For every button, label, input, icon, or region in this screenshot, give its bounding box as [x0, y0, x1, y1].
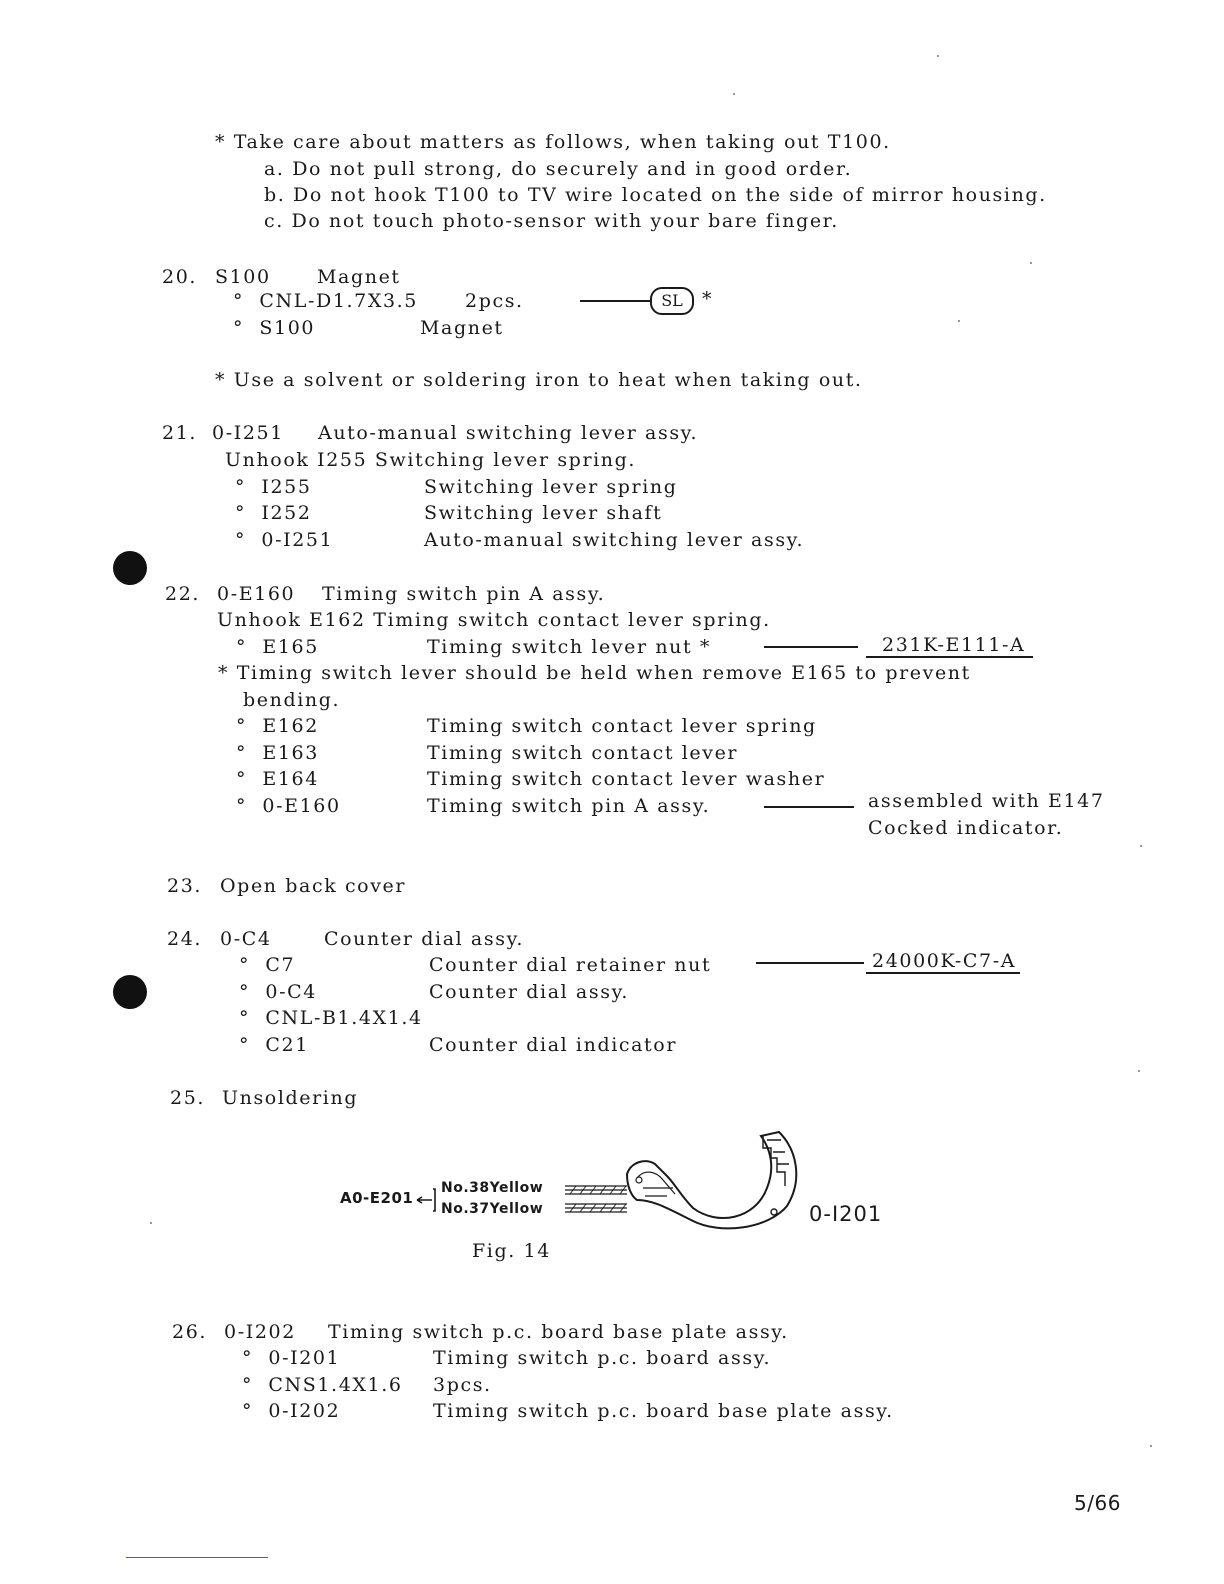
scan-speck — [958, 320, 960, 322]
step-21-number: 21. — [162, 422, 198, 444]
note-t100-item-b: b. Do not hook T100 to TV wire located on the side of mirror housing. — [264, 184, 1047, 206]
step-24-row-1-desc: Counter dial retainer nut — [429, 954, 712, 976]
binder-hole-top — [113, 551, 147, 585]
connector-bracket — [433, 1189, 435, 1211]
step-21-row-3-code: ° 0-I251 — [235, 529, 334, 551]
figure-wire-2-label: No.37Yellow — [441, 1201, 544, 1217]
step-21-row-1-code: ° I255 — [235, 476, 312, 498]
step-24-row-2-desc: Counter dial assy. — [429, 981, 630, 1003]
scan-speck — [150, 1222, 152, 1224]
step-24-row-3-code: ° CNL-B1.4X1.4 — [239, 1007, 423, 1029]
step-22-number: 22. — [165, 583, 201, 605]
figure-caption: Fig. 14 — [472, 1240, 551, 1262]
step-26-row-3-desc: Timing switch p.c. board base plate assy. — [433, 1400, 894, 1422]
step-24-row-1-code: ° C7 — [239, 954, 296, 976]
connector-arrow — [417, 1197, 432, 1203]
step-26-row-2-code: ° CNS1.4X1.6 — [242, 1374, 403, 1396]
step-24-tool: 24000K-C7-A — [866, 952, 1020, 974]
figure-connector-label: A0-E201 — [340, 1189, 414, 1207]
step-21-sub: Unhook I255 Switching lever spring. — [225, 449, 637, 471]
step-26-row-2-desc: 3pcs. — [433, 1374, 492, 1396]
leader-line — [580, 300, 650, 302]
step-22-row-1-code: ° E165 — [236, 636, 319, 658]
step-22-sub: Unhook E162 Timing switch contact lever spring. — [217, 609, 771, 631]
page-number: 5/66 — [1074, 1491, 1121, 1515]
pc-board-inner — [637, 1172, 675, 1196]
step-22-row-5-code: ° 0-E160 — [236, 795, 341, 817]
figure-14-diagram — [405, 1128, 875, 1238]
binder-hole-bottom — [113, 975, 147, 1009]
step-24-row-4-desc: Counter dial indicator — [429, 1034, 678, 1056]
step-22-row-1-desc: Timing switch lever nut * — [427, 636, 711, 658]
leader-line — [756, 962, 864, 964]
step-26-title: Timing switch p.c. board base plate assy. — [328, 1321, 789, 1343]
step-20-row-1-desc: 2pcs. — [465, 290, 524, 312]
step-23-number: 23. — [167, 875, 203, 897]
scan-speck — [733, 93, 735, 95]
step-26-row-1-desc: Timing switch p.c. board assy. — [433, 1347, 772, 1369]
step-22-assembled-line-2: Cocked indicator. — [868, 817, 1064, 839]
leader-line — [764, 646, 858, 648]
step-22-row-3-code: ° E163 — [236, 742, 319, 764]
step-20-number: 20. — [162, 266, 198, 288]
scan-speck — [1140, 845, 1142, 847]
step-26-number: 26. — [172, 1321, 208, 1343]
note-t100-item-c: c. Do not touch photo-sensor with your bare finger. — [264, 210, 839, 232]
scan-speck — [1030, 262, 1032, 264]
figure-part-label: 0-I201 — [809, 1202, 883, 1226]
step-20-note: * Use a solvent or soldering iron to heat when taking out. — [215, 369, 863, 391]
step-26-row-3-code: ° 0-I202 — [242, 1400, 341, 1422]
step-24-row-4-code: ° C21 — [239, 1034, 309, 1056]
pc-board-tab — [763, 1136, 789, 1186]
leader-line — [764, 806, 854, 808]
step-26-row-1-code: ° 0-I201 — [242, 1347, 341, 1369]
step-21-row-2-desc: Switching lever shaft — [424, 502, 663, 524]
scan-speck — [1138, 1070, 1140, 1072]
step-21-title: Auto-manual switching lever assy. — [318, 422, 699, 444]
step-25-number: 25. — [170, 1087, 206, 1109]
step-24-code: 0-C4 — [220, 928, 272, 950]
step-22-row-2-desc: Timing switch contact lever spring — [427, 715, 817, 737]
mounting-hole — [771, 1209, 777, 1215]
step-24-number: 24. — [167, 928, 203, 950]
step-22-row-3-desc: Timing switch contact lever — [427, 742, 739, 764]
note-t100-item-a: a. Do not pull strong, do securely and in good order. — [264, 158, 853, 180]
step-22-row-4-desc: Timing switch contact lever washer — [427, 768, 826, 790]
step-20-code: S100 — [215, 266, 271, 288]
step-22-row-4-code: ° E164 — [236, 768, 319, 790]
sl-badge: SL — [650, 287, 694, 315]
step-21-row-2-code: ° I252 — [235, 502, 312, 524]
step-24-title: Counter dial assy. — [324, 928, 525, 950]
step-21-row-3-desc: Auto-manual switching lever assy. — [424, 529, 805, 551]
step-22-title: Timing switch pin A assy. — [322, 583, 606, 605]
step-20-row-1-code: ° CNL-D1.7X3.5 — [233, 290, 418, 312]
step-21-row-1-desc: Switching lever spring — [424, 476, 678, 498]
step-22-note-line-1: * Timing switch lever should be held when remove E165 to prevent — [218, 662, 971, 684]
step-22-code: 0-E160 — [217, 583, 296, 605]
step-22-row-2-code: ° E162 — [236, 715, 319, 737]
wire-bundle — [565, 1186, 627, 1212]
note-t100-heading: * Take care about matters as follows, when taking out T100. — [215, 131, 891, 153]
step-26-code: 0-I202 — [224, 1321, 296, 1343]
step-22-row-5-desc: Timing switch pin A assy. — [427, 795, 711, 817]
step-21-code: 0-I251 — [212, 422, 284, 444]
bottom-rule — [126, 1557, 268, 1558]
figure-wire-1-label: No.38Yellow — [441, 1180, 544, 1196]
step-22-tool: 231K-E111-A — [866, 636, 1033, 658]
scan-speck — [1150, 1445, 1152, 1447]
step-25-title: Unsoldering — [222, 1087, 359, 1109]
scan-speck — [937, 55, 939, 57]
wire-hole — [636, 1177, 642, 1183]
step-23-title: Open back cover — [220, 875, 407, 897]
step-20-row-2-desc: Magnet — [420, 317, 504, 339]
step-22-assembled-line-1: assembled with E147 — [868, 790, 1105, 812]
step-20-row-2-code: ° S100 — [233, 317, 316, 339]
step-24-row-2-code: ° 0-C4 — [239, 981, 317, 1003]
step-22-note-line-2: bending. — [243, 689, 341, 711]
sl-asterisk: * — [702, 288, 714, 310]
step-20-title: Magnet — [317, 266, 401, 288]
